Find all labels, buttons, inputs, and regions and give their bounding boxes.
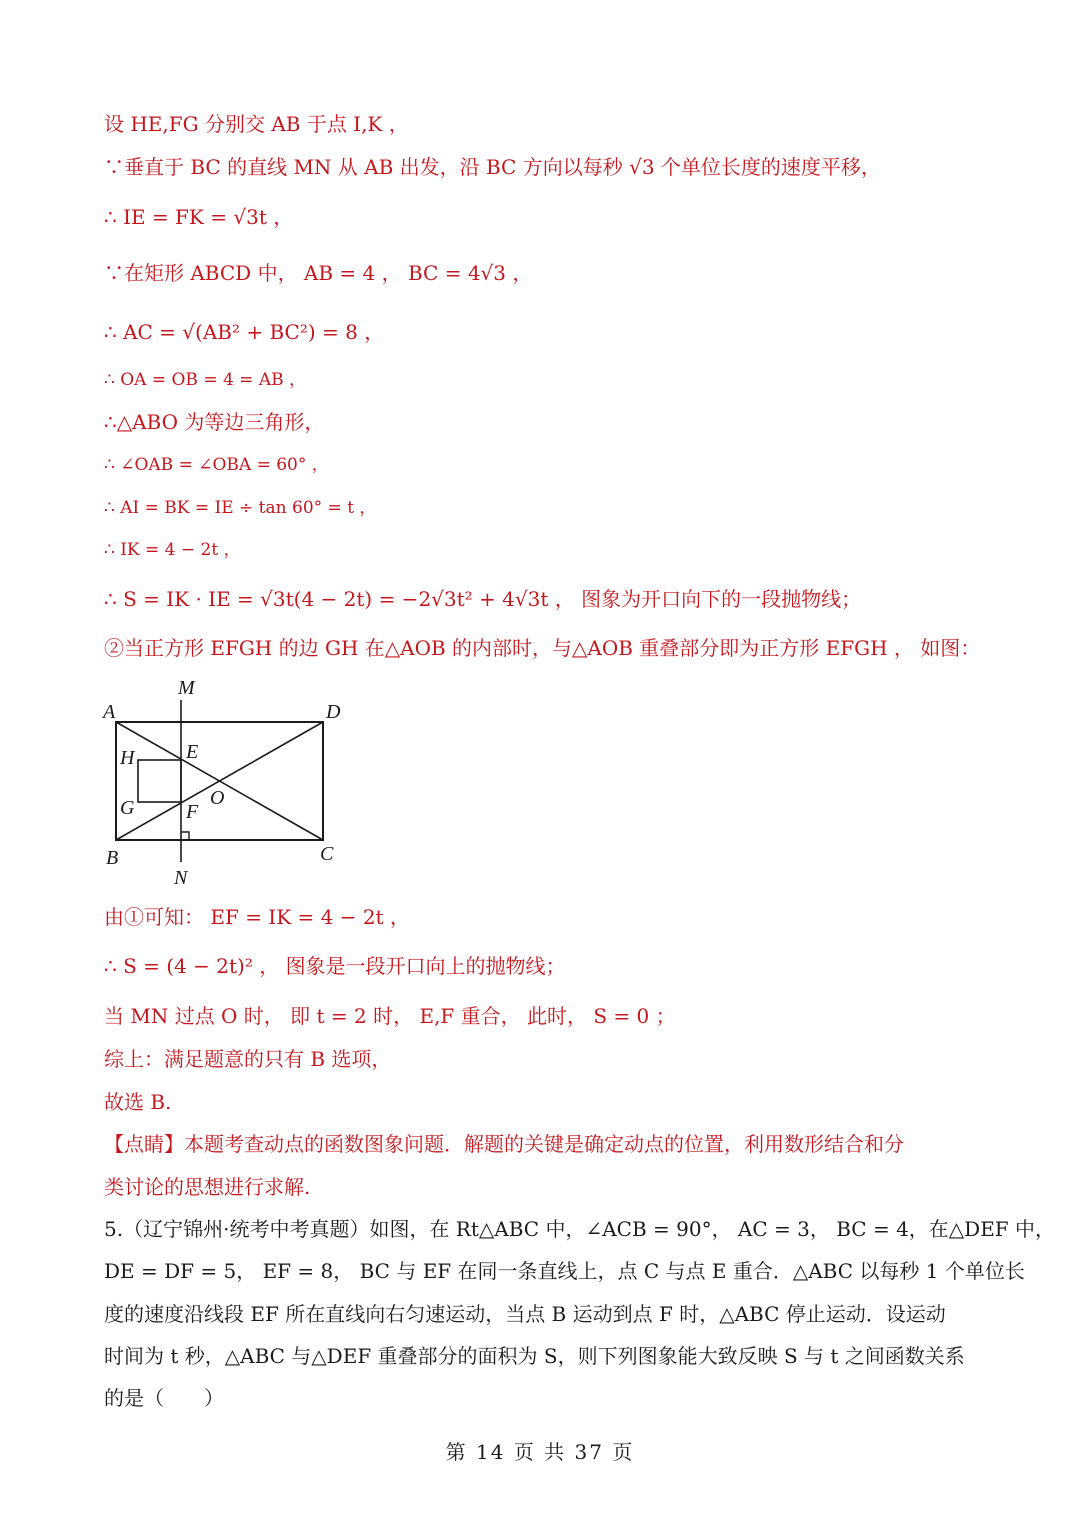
label-m: M [178,677,195,699]
solution-line-6: ∴ OA = OB = 4 = AB ， [104,370,307,390]
solution-line-4: ∵在矩形 ABCD 中， AB = 4 ， BC = 4√3 ， [104,261,533,285]
solution-line-8: ∴ ∠OAB = ∠OBA = 60° ， [104,455,329,475]
label-f: F [186,801,199,823]
solution-line-11-math: ∴ S = IK · IE = √3t(4 − 2t) = −2√3t² + 4√3t ， [104,587,575,611]
right-angle-mark [181,832,189,840]
label-n: N [174,867,188,889]
solution-line-17: 故选 B. [104,1090,172,1114]
label-g: G [120,797,135,819]
question-line-4: 时间为 t 秒，△ABC 与△DEF 重叠部分的面积为 S，则下列图象能大致反映 S 与 t 之间函数关系 [104,1344,965,1368]
rectangle-figure [96,672,356,896]
solution-line-5: ∴ AC = √(AB² + BC²) = 8 ， [104,320,385,344]
question-line-3: 度的速度沿线段 EF 所在直线向右匀速运动，当点 B 运动到点 F 时，△ABC 停止运动．设运动 [104,1302,946,1326]
solution-line-1: 设 HE,FG 分别交 AB 于点 I,K ， [104,112,409,136]
label-a: A [103,701,116,723]
solution-line-9: ∴ AI = BK = IE ÷ tan 60° = t ， [104,498,377,518]
question-line-2: DE = DF = 5， EF = 8， BC 与 EF 在同一条直线上，点 C 与点 E 重合．△ABC 以每秒 1 个单位长 [104,1259,1025,1283]
solution-line-18: 【点睛】本题考查动点的函数图象问题．解题的关键是确定动点的位置，利用数形结合和分 [104,1132,904,1156]
solution-line-14-math: ∴ S = (4 − 2t)² ， [104,954,280,978]
solution-line-14 [104,952,566,980]
solution-line-16: 综上：满足题意的只有 B 选项， [104,1047,392,1071]
label-e: E [186,741,199,763]
solution-line-11 [104,585,861,613]
solution-line-14-text: 图象是一段开口向上的抛物线； [285,954,566,978]
label-b: B [106,847,119,869]
solution-line-19: 类讨论的思想进行求解. [104,1175,311,1199]
solution-line-3: ∴ IE = FK = √3t ， [104,205,294,229]
solution-line-7: ∴△ABO 为等边三角形， [104,410,325,434]
square-efgh [138,760,181,802]
question-line-1: 5.（辽宁锦州·统考中考真题）如图，在 Rt△ABC 中，∠ACB = 90°， AC = 3， BC = 4，在△DEF 中， [104,1217,1056,1241]
page-footer: 第 14 页 共 37 页 [445,1440,635,1464]
solution-line-10: ∴ IK = 4 − 2t ， [104,540,241,560]
solution-line-11-text: 图象为开口向下的一段抛物线； [581,587,862,611]
label-c: C [320,843,334,865]
label-o: O [210,787,225,809]
label-h: H [120,747,135,769]
solution-line-2: ∵垂直于 BC 的直线 MN 从 AB 出发，沿 BC 方向以每秒 √3 个单位长度的速度平移， [104,155,881,179]
solution-line-12: ②当正方形 EFGH 的边 GH 在△AOB 的内部时，与△AOB 重叠部分即为正方形 EFGH ， 如图： [104,636,981,660]
solution-line-15: 当 MN 过点 O 时， 即 t = 2 时， E,F 重合， 此时， S = 0 ； [104,1004,676,1028]
solution-line-13: 由①可知： EF = IK = 4 − 2t ， [104,905,410,929]
question-line-5: 的是（ ） [104,1386,224,1410]
label-d: D [326,701,341,723]
rectangle-figure-svg [96,672,356,892]
